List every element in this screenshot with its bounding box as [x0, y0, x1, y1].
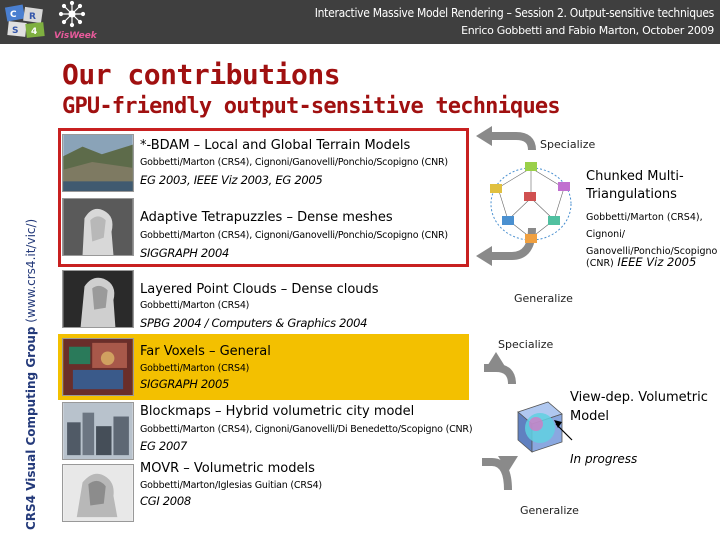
entry-blockmaps-authors: Gobbetti/Marton (CRS4), Cignoni/Ganovelli/Di Benedetto/Scopigno (CNR)	[140, 424, 473, 435]
entry-far-voxels-title: Far Voxels – General	[140, 344, 271, 359]
chunked-venue-text: IEEE Viz 2005	[617, 255, 697, 269]
entry-bdam-venue: EG 2003, IEEE Viz 2003, EG 2005	[140, 173, 323, 187]
entry-far-voxels-authors: Gobbetti/Marton (CRS4)	[140, 363, 250, 374]
entry-bdam-title: *-BDAM – Local and Global Terrain Models	[140, 138, 411, 153]
city-thumbnail-icon	[62, 402, 134, 460]
entry-movr-venue: CGI 2008	[140, 494, 191, 508]
svg-text:4: 4	[31, 27, 38, 37]
entry-movr-title: MOVR – Volumetric models	[140, 461, 315, 476]
sidebar-label-group: CRS4 Visual Computing Group	[24, 326, 38, 530]
point-cloud-thumbnail-icon	[62, 270, 134, 328]
chunked-multi-triangulations-venue	[586, 255, 696, 269]
svg-text:C: C	[10, 10, 17, 20]
view-dependent-volumetric-status: In progress	[570, 452, 638, 466]
boeing-thumbnail-icon	[62, 338, 134, 396]
sidebar-label	[24, 219, 38, 530]
entry-far-voxels-venue: SIGGRAPH 2005	[140, 377, 229, 391]
multi-triangulation-diagram-icon	[478, 158, 584, 248]
entry-movr-authors: Gobbetti/Marton/Iglesias Guitian (CRS4)	[140, 480, 322, 491]
terrain-thumbnail-icon	[62, 134, 134, 192]
view-dependent-volumetric-title: View-dep. Volumetric Model	[570, 390, 708, 424]
entry-point-clouds-authors: Gobbetti/Marton (CRS4)	[140, 300, 250, 311]
sidebar-label-url: (www.crs4.it/vic/)	[24, 218, 38, 323]
generalize-bottom-label: Generalize	[520, 504, 579, 517]
slide-subtitle: GPU-friendly output-sensitive techniques	[62, 94, 560, 119]
chunked-cnr-label: (CNR)	[586, 258, 614, 269]
entry-bdam-authors: Gobbetti/Marton (CRS4), Cignoni/Ganovelli/Ponchio/Scopigno (CNR)	[140, 157, 448, 168]
generalize-mid-label: Generalize	[514, 292, 573, 305]
entry-point-clouds-title: Layered Point Clouds – Dense clouds	[140, 282, 379, 297]
crs4-logo-icon	[4, 4, 48, 40]
slide-header	[0, 0, 720, 44]
header-subtitle: Enrico Gobbetti and Fabio Marton, October 2009	[461, 24, 714, 37]
entry-tetrapuzzles-venue: SIGGRAPH 2004	[140, 246, 229, 260]
entry-point-clouds-venue: SPBG 2004 / Computers & Graphics 2004	[140, 316, 368, 330]
slide-title: Our contributions	[62, 58, 341, 91]
entry-tetrapuzzles-title: Adaptive Tetrapuzzles – Dense meshes	[140, 210, 393, 225]
sidebar	[0, 44, 46, 540]
svg-text:R: R	[29, 12, 36, 22]
chunked-multi-triangulations-title: Chunked Multi-Triangulations	[586, 169, 684, 202]
volume-thumbnail-icon	[62, 464, 134, 522]
entry-blockmaps-venue: EG 2007	[140, 439, 187, 453]
entry-tetrapuzzles-authors: Gobbetti/Marton (CRS4), Cignoni/Ganovelli/Ponchio/Scopigno (CNR)	[140, 230, 448, 241]
specialize-top-label: Specialize	[540, 138, 596, 151]
svg-text:S: S	[12, 26, 19, 36]
chunked-multi-triangulations-authors: Gobbetti/Marton (CRS4), Cignoni/ Ganovelli/Ponchio/Scopigno	[586, 212, 718, 257]
visweek-logo-text: VisWeek	[54, 31, 97, 41]
entry-blockmaps-title: Blockmaps – Hybrid volumetric city model	[140, 404, 415, 419]
specialize-mid-label: Specialize	[498, 338, 554, 351]
header-title: Interactive Massive Model Rendering – Session 2. Output-sensitive techniques	[314, 6, 714, 20]
statue-thumbnail-icon	[62, 198, 134, 256]
